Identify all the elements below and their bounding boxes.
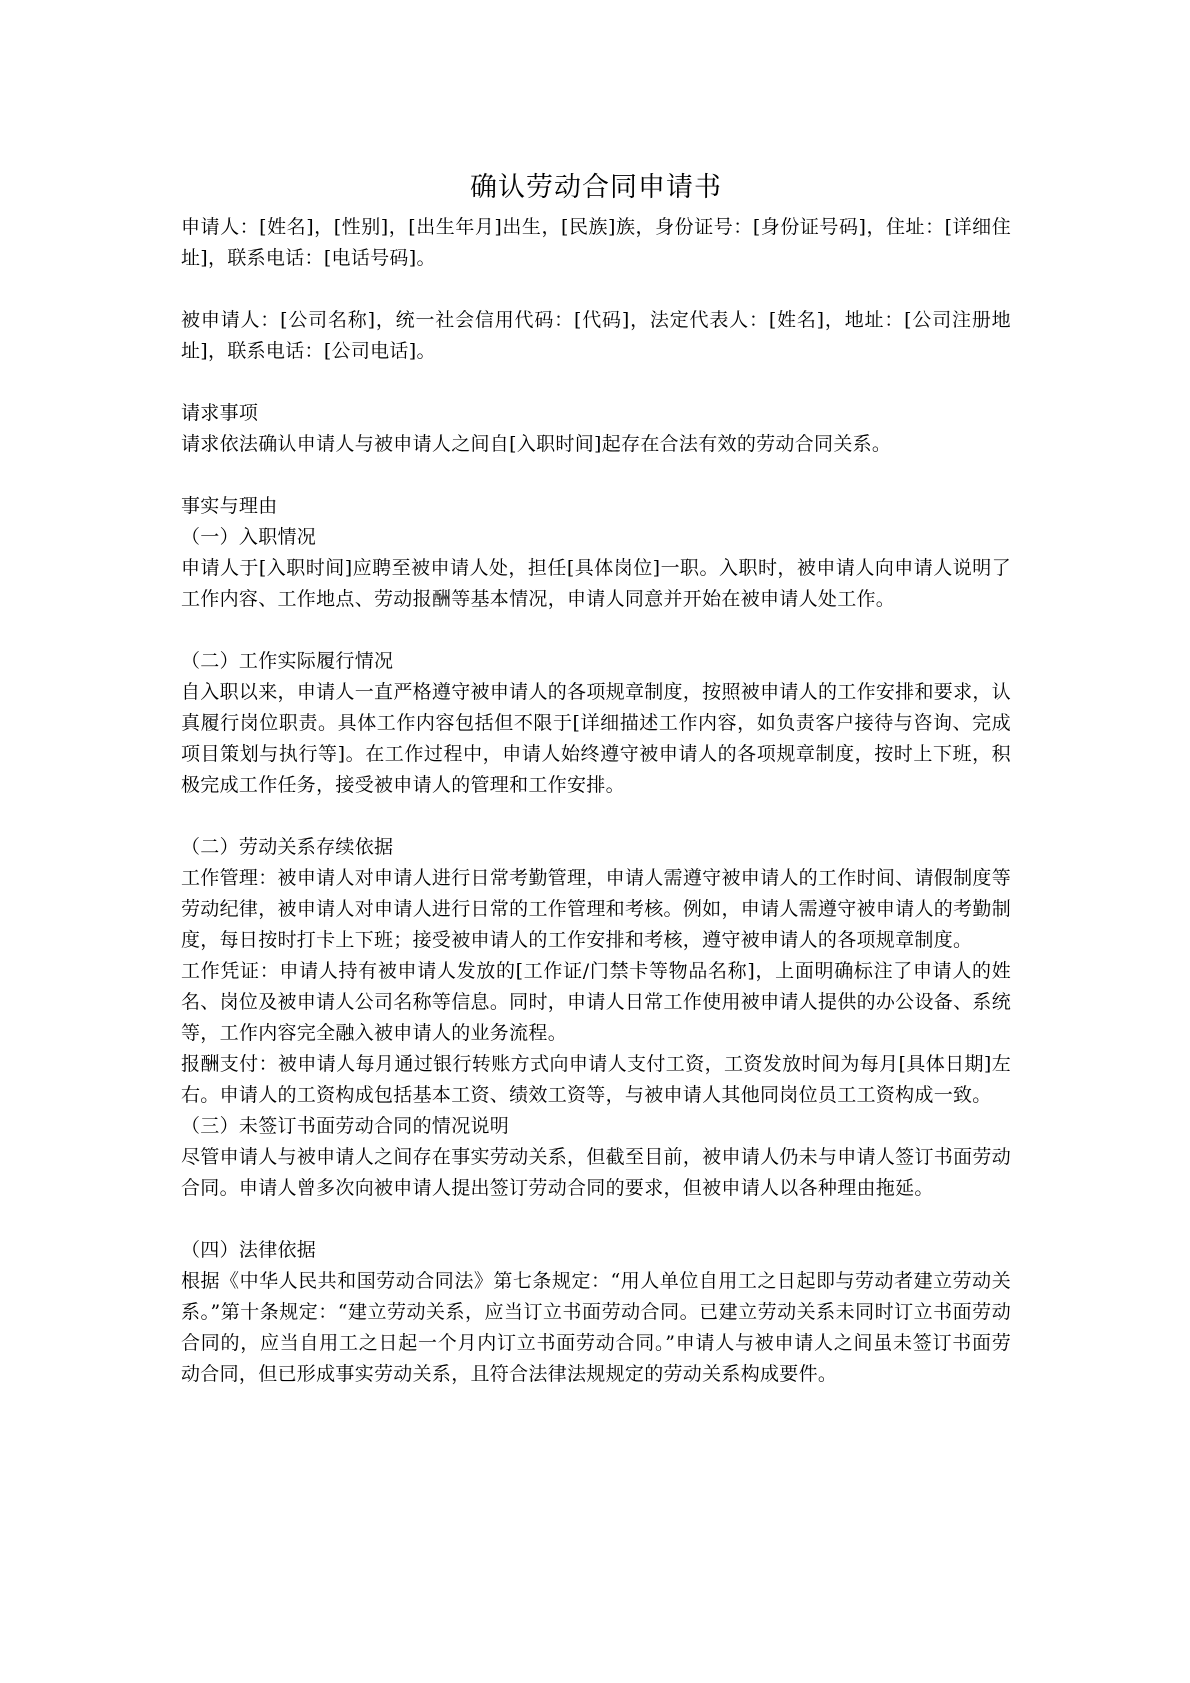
section-heading-legal-basis: （四）法律依据	[181, 1239, 317, 1261]
spacer	[181, 367, 1011, 398]
spacer	[181, 460, 1011, 491]
section-body-payment: 报酬支付：被申请人每月通过银行转账方式向申请人支付工资，工资发放时间为每月[具体日期]左右。申请人的工资构成包括基本工资、绩效工资等，与被申请人其他同岗位员工工资构成一致。	[181, 1053, 1011, 1106]
section-body-work-management: 工作管理：被申请人对申请人进行日常考勤管理，申请人需遵守被申请人的工作时间、请假制度等劳动纪律，被申请人对申请人进行日常的工作管理和考核。例如，申请人需遵守被申请人的考勤制度，每日按时打卡上下班；接受被申请人的工作安排和考核，遵守被申请人的各项规章制度。	[181, 867, 1011, 951]
document-body	[181, 168, 1011, 1390]
section-body-legal-basis: 根据《中华人民共和国劳动合同法》第七条规定：“用人单位自用工之日起即与劳动者建立劳动关系。”第十条规定：“建立劳动关系，应当订立书面劳动合同。已建立劳动关系未同时订立书面劳动合同的，应当自用工之日起一个月内订立书面劳动合同。”申请人与被申请人之间虽未签订书面劳动合同，但已形成事实劳动关系，且符合法律法规规定的劳动关系构成要件。	[181, 1270, 1011, 1385]
section-body-unsigned-contract: 尽管申请人与被申请人之间存在事实劳动关系，但截至目前，被申请人仍未与申请人签订书面劳动合同。申请人曾多次向被申请人提出签订劳动合同的要求，但被申请人以各种理由拖延。	[181, 1146, 1011, 1199]
spacer	[181, 615, 1011, 646]
section-heading-performance: （二）工作实际履行情况	[181, 650, 394, 672]
request-heading: 请求事项	[181, 402, 259, 424]
section-body-work-credentials: 工作凭证：申请人持有被申请人发放的[工作证/门禁卡等物品名称]，上面明确标注了申请人的姓名、岗位及被申请人公司名称等信息。同时，申请人日常工作使用被申请人提供的办公设备、系统等，工作内容完全融入被申请人的业务流程。	[181, 960, 1011, 1044]
document-title: 确认劳动合同申请书	[470, 172, 722, 203]
request-body: 请求依法确认申请人与被申请人之间自[入职时间]起存在合法有效的劳动合同关系。	[181, 433, 892, 455]
spacer	[181, 274, 1011, 305]
spacer	[181, 1204, 1011, 1235]
section-body-employment: 申请人于[入职时间]应聘至被申请人处，担任[具体岗位]一职。入职时，被申请人向申请人说明了工作内容、工作地点、劳动报酬等基本情况，申请人同意并开始在被申请人处工作。	[181, 557, 1011, 610]
section-heading-relationship-basis: （二）劳动关系存续依据	[181, 836, 394, 858]
section-body-performance: 自入职以来，申请人一直严格遵守被申请人的各项规章制度，按照被申请人的工作安排和要求，认真履行岗位职责。具体工作内容包括但不限于[详细描述工作内容，如负责客户接待与咨询、完成项目策划与执行等]。在工作过程中，申请人始终遵守被申请人的各项规章制度，按时上下班，积极完成工作任务，接受被申请人的管理和工作安排。	[181, 681, 1011, 796]
respondent-info: 被申请人：[公司名称]，统一社会信用代码：[代码]，法定代表人：[姓名]，地址：[公司注册地址]，联系电话：[公司电话]。	[181, 309, 1011, 362]
facts-heading: 事实与理由	[181, 495, 278, 517]
section-heading-employment: （一）入职情况	[181, 526, 317, 548]
applicant-info: 申请人：[姓名]，[性别]，[出生年月]出生，[民族]族，身份证号：[身份证号码]，住址：[详细住址]，联系电话：[电话号码]。	[181, 216, 1011, 269]
spacer	[181, 801, 1011, 832]
section-heading-unsigned-contract: （三）未签订书面劳动合同的情况说明	[181, 1115, 510, 1137]
